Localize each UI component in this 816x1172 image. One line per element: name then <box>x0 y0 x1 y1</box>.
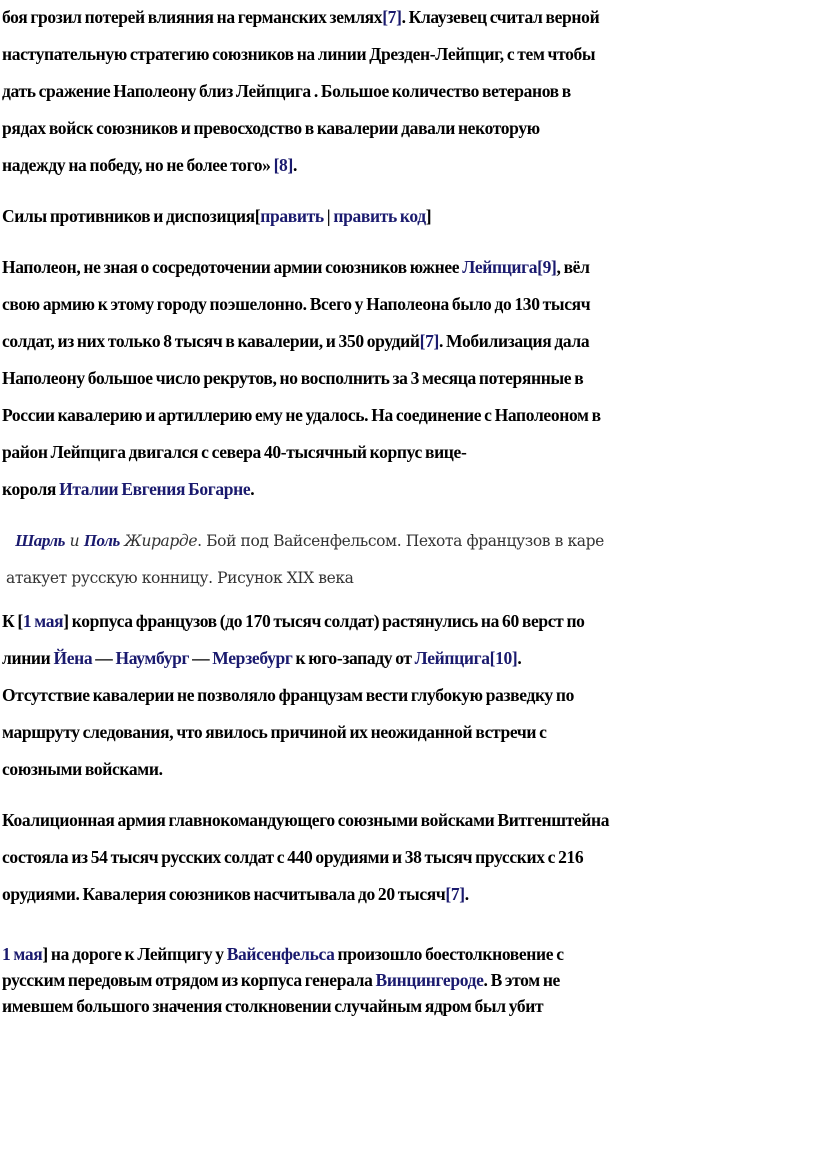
paragraph-intro <box>0 0 816 184</box>
ref-link-8[interactable]: [8] <box>273 155 293 175</box>
link-date-may-1[interactable]: 1 мая <box>22 611 64 631</box>
text-line: дать сражение Наполеону близ Лейпцига . Большое количество ветеранов в <box>2 81 571 101</box>
link-paul[interactable]: Поль <box>83 531 120 550</box>
text-line: свою армию к этому городу поэшелонно. Всего у Наполеона было до 130 тысяч <box>2 294 591 314</box>
link-wintzingerode[interactable]: Винцингероде <box>375 970 484 990</box>
link-weissenfels[interactable]: Вайсенфельса <box>226 944 335 964</box>
link-italy[interactable]: Италии <box>59 479 119 499</box>
text-line: короля Италии Евгения Богарне. <box>2 479 255 499</box>
edit-code-link[interactable]: править код <box>333 206 426 226</box>
link-jena[interactable]: Йена <box>53 648 93 668</box>
heading-title: Силы противников и диспозиция <box>2 206 255 226</box>
text-line: маршруту следования, что явилось причиной их неожиданной встречи с <box>2 722 547 742</box>
text-line: надежду на победу, но не более того» [8]. <box>2 155 297 175</box>
text-line: район Лейпцига двигался с севера 40-тысячный корпус вице- <box>2 442 467 462</box>
ref-link-10[interactable]: [10] <box>489 648 518 668</box>
ref-link-9[interactable]: [9] <box>537 257 557 277</box>
ref-link-7[interactable]: [7] <box>382 7 402 27</box>
text-line: боя грозил потерей влияния на германских землях[7]. Клаузевец считал верной <box>2 7 600 27</box>
text-line: русским передовым отрядом из корпуса генерала Винцингероде. В этом не <box>2 970 560 990</box>
text-line: 1 мая] на дороге к Лейпцигу у Вайсенфельса произошло боестолкновение с <box>2 944 564 964</box>
ref-link-7[interactable]: [7] <box>419 331 439 351</box>
text-line: имевшем большого значения столкновении случайным ядром был убит <box>2 996 544 1016</box>
edit-link[interactable]: править <box>260 206 324 226</box>
image-caption <box>0 522 816 597</box>
text-line: орудиями. Кавалерия союзников насчитывала до 20 тысяч[7]. <box>2 884 469 904</box>
text-line: Наполеон, не зная о сосредоточении армии союзников южнее Лейпцига[9], вёл <box>2 257 590 277</box>
link-date-may-1[interactable]: 1 мая <box>2 944 43 964</box>
section-heading: Силы противников и диспозиция[править | править код] <box>2 206 432 226</box>
caption-line: Шарль и Поль Жирарде. Бой под Вайсенфельсом. Пехота французов в каре <box>15 531 604 550</box>
text-line: Коалиционная армия главнокомандующего союзными войсками Витгенштейна <box>2 810 610 830</box>
text-line: Отсутствие кавалерии не позволяло французам вести глубокую разведку по <box>2 685 574 705</box>
link-leipzig[interactable]: Лейпцига <box>462 257 538 277</box>
paragraph-forces <box>0 249 816 508</box>
text-line: рядах войск союзников и превосходство в кавалерии давали некоторую <box>2 118 540 138</box>
text-line: линии Йена — Наумбург — Мерзебург к юго-западу от Лейпцига[10]. <box>2 648 522 668</box>
link-leipzig[interactable]: Лейпцига <box>414 648 490 668</box>
text-line: Наполеону большое число рекрутов, но восполнить за 3 месяца потерянные в <box>2 368 584 388</box>
paragraph-coalition <box>0 802 816 913</box>
text-line: солдат, из них только 8 тысяч в кавалерии, и 350 орудий[7]. Мобилизация дала <box>2 331 590 351</box>
link-merseburg[interactable]: Мерзебург <box>212 648 293 668</box>
link-charles[interactable]: Шарль <box>15 531 66 550</box>
caption-line: атакует русскую конницу. Рисунок XIX века <box>6 569 354 587</box>
link-beauharnais[interactable]: Евгения Богарне <box>121 479 251 499</box>
link-naumburg[interactable]: Наумбург <box>115 648 190 668</box>
text-line: России кавалерию и артиллерию ему не удалось. На соединение с Наполеоном в <box>2 405 601 425</box>
paragraph-weissenfels <box>0 941 816 1019</box>
ref-link-7[interactable]: [7] <box>445 884 465 904</box>
text-line: союзными войсками. <box>2 759 163 779</box>
paragraph-march <box>0 603 816 788</box>
text-line: состояла из 54 тысяч русских солдат с 440 орудиями и 38 тысяч прусских с 216 <box>2 847 584 867</box>
text-line: К [1 мая] корпуса французов (до 170 тысяч солдат) растянулись на 60 верст по <box>2 611 585 631</box>
text-line: наступательную стратегию союзников на линии Дрезден-Лейпциг, с тем чтобы <box>2 44 596 64</box>
